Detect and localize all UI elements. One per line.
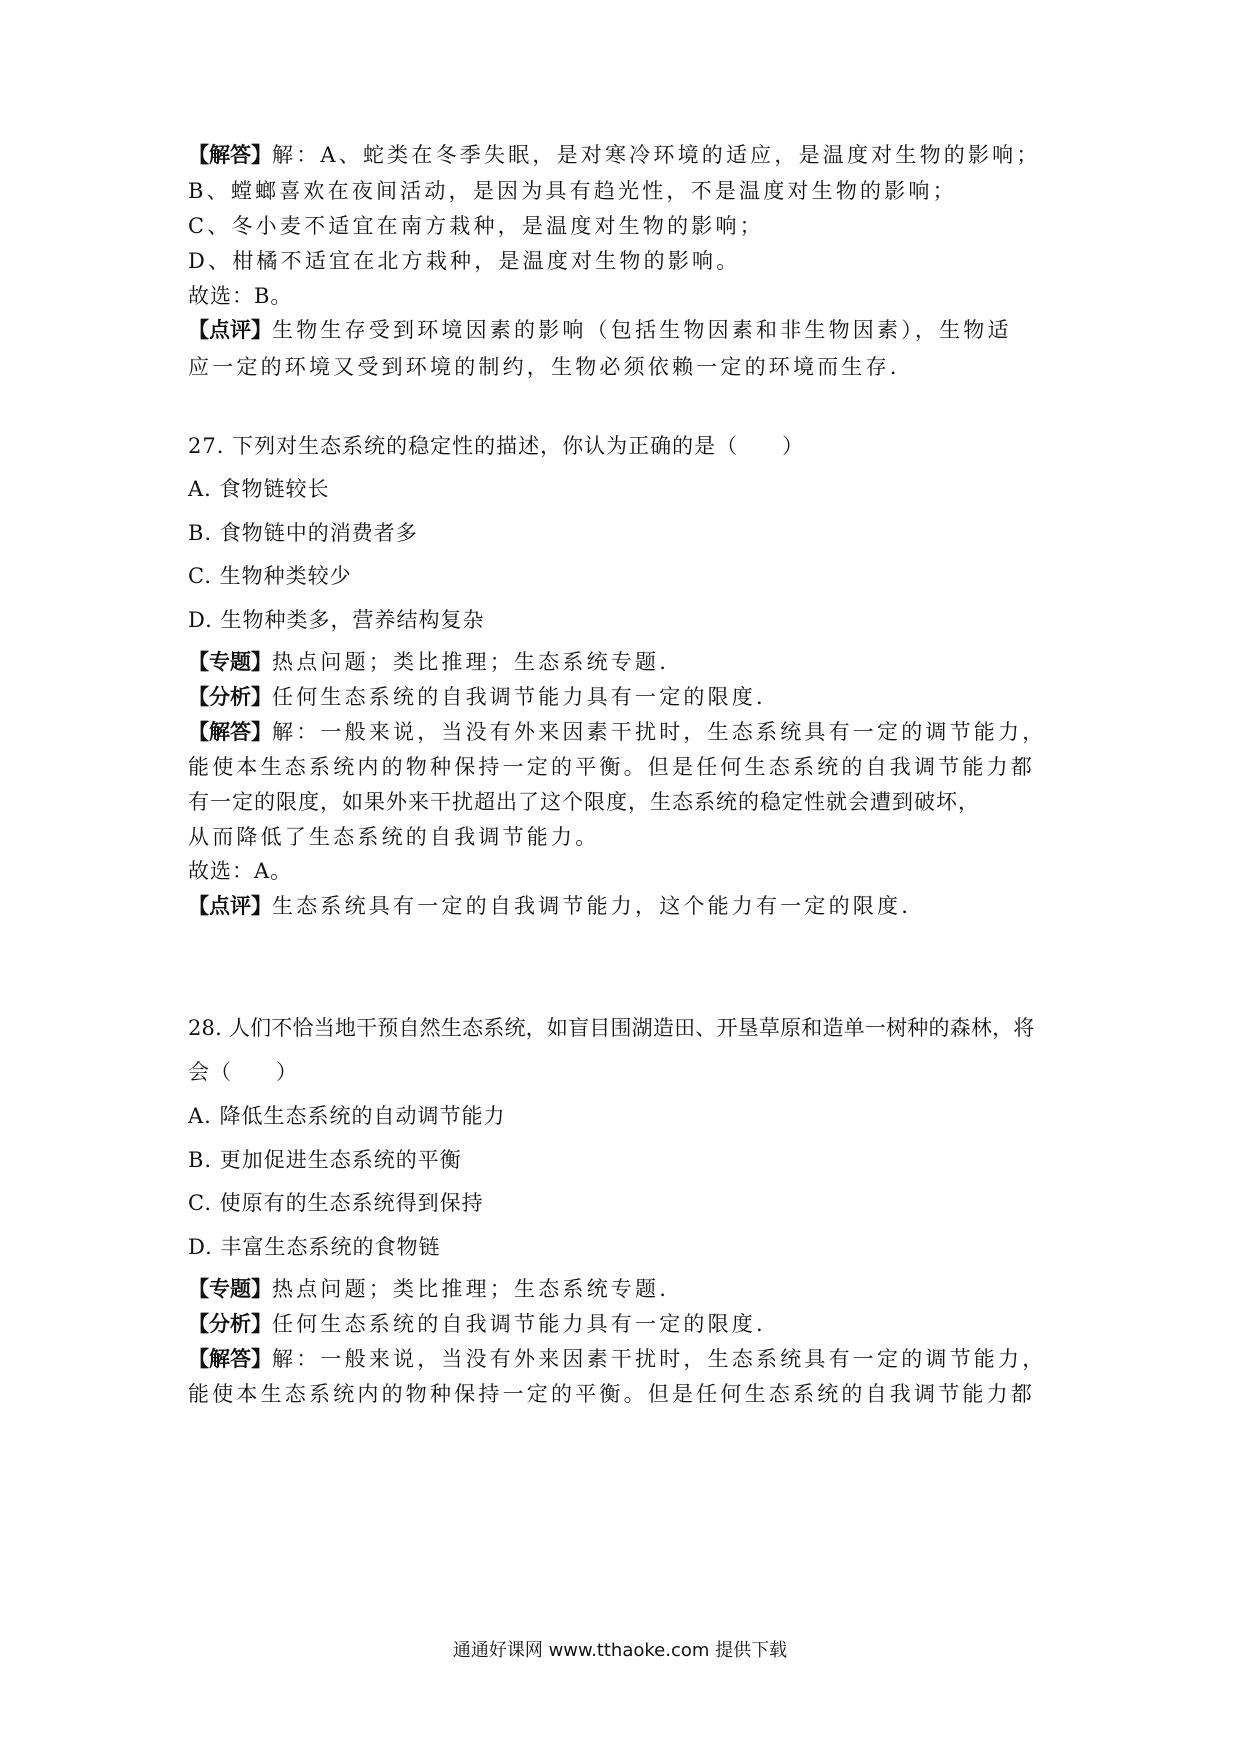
q26-answer-line-3: C、冬小麦不适宜在南方栽种，是温度对生物的影响； (188, 214, 764, 238)
q28-analysis: 【分析】任何生态系统的自我调节能力具有一定的限度. (188, 1312, 766, 1336)
q27-topic: 【专题】热点问题；类比推理；生态系统专题. (188, 650, 670, 674)
q27-option-a: A. 食物链较长 (188, 477, 330, 501)
q28-stem-line-1: 28. 人们不恰当地干预自然生态系统，如盲目围湖造田、开垦草原和造单一树种的森林，将 (188, 1016, 1035, 1040)
analysis-tag: 【分析】 (188, 1312, 272, 1336)
answer-tag: 【解答】 (188, 720, 272, 744)
q28-stem-line-2: 会（ ） (188, 1060, 298, 1084)
q26-answer-line-2: B、螳螂喜欢在夜间活动，是因为具有趋光性，不是温度对生物的影响； (188, 179, 957, 203)
q27-analysis: 【分析】任何生态系统的自我调节能力具有一定的限度. (188, 685, 766, 709)
comment-tag: 【点评】 (188, 318, 272, 342)
q26-answer-line-1: 【解答】解：A、蛇类在冬季失眠，是对寒冷环境的适应，是温度对生物的影响； (188, 143, 1041, 167)
topic-tag: 【专题】 (188, 650, 272, 674)
q28-topic: 【专题】热点问题；类比推理；生态系统专题. (188, 1277, 670, 1301)
q27-answer-line-3: 有一定的限度，如果外来干扰超出了这个限度，生态系统的稳定性就会遭到破坏， (188, 790, 980, 814)
answer-tag: 【解答】 (188, 143, 272, 167)
q27-answer-line-2: 能使本生态系统内的物种保持一定的平衡。但是任何生态系统的自我调节能力都 (188, 755, 1035, 779)
q27-answer-line-1: 【解答】解：一般来说，当没有外来因素干扰时，生态系统具有一定的调节能力， (188, 720, 1047, 744)
page-footer: 通通好课网 www.tthaoke.com 提供下载 (452, 1640, 788, 1661)
q27-answer-line-4: 从而降低了生态系统的自我调节能力。 (188, 825, 600, 849)
q27-option-c: C. 生物种类较少 (188, 564, 352, 588)
answer-tag: 【解答】 (188, 1347, 272, 1371)
q26-choice: 故选：B。 (188, 284, 293, 308)
q27-option-b: B. 食物链中的消费者多 (188, 521, 418, 545)
q26-answer-line-4: D、柑橘不适宜在北方栽种，是温度对生物的影响。 (188, 249, 741, 273)
q28-option-c: C. 使原有的生态系统得到保持 (188, 1191, 484, 1215)
q27-stem: 27. 下列对生态系统的稳定性的描述，你认为正确的是（ ） (188, 434, 805, 458)
q28-option-d: D. 丰富生态系统的食物链 (188, 1235, 441, 1259)
comment-tag: 【点评】 (188, 894, 272, 918)
q26-comment-line-2: 应一定的环境又受到环境的制约，生物必须依赖一定的环境而生存. (188, 355, 900, 379)
q28-answer-line-1: 【解答】解：一般来说，当没有外来因素干扰时，生态系统具有一定的调节能力， (188, 1347, 1047, 1371)
q27-choice: 故选：A。 (188, 859, 293, 883)
q27-comment: 【点评】生态系统具有一定的自我调节能力，这个能力有一定的限度. (188, 894, 912, 918)
q27-option-d: D. 生物种类多，营养结构复杂 (188, 608, 485, 632)
q28-option-a: A. 降低生态系统的自动调节能力 (188, 1104, 506, 1128)
q28-answer-line-2: 能使本生态系统内的物种保持一定的平衡。但是任何生态系统的自我调节能力都 (188, 1382, 1035, 1406)
q28-option-b: B. 更加促进生态系统的平衡 (188, 1148, 462, 1172)
analysis-tag: 【分析】 (188, 685, 272, 709)
topic-tag: 【专题】 (188, 1277, 272, 1301)
q26-comment-line-1: 【点评】生物生存受到环境因素的影响（包括生物因素和非生物因素），生物适 (188, 318, 1012, 342)
